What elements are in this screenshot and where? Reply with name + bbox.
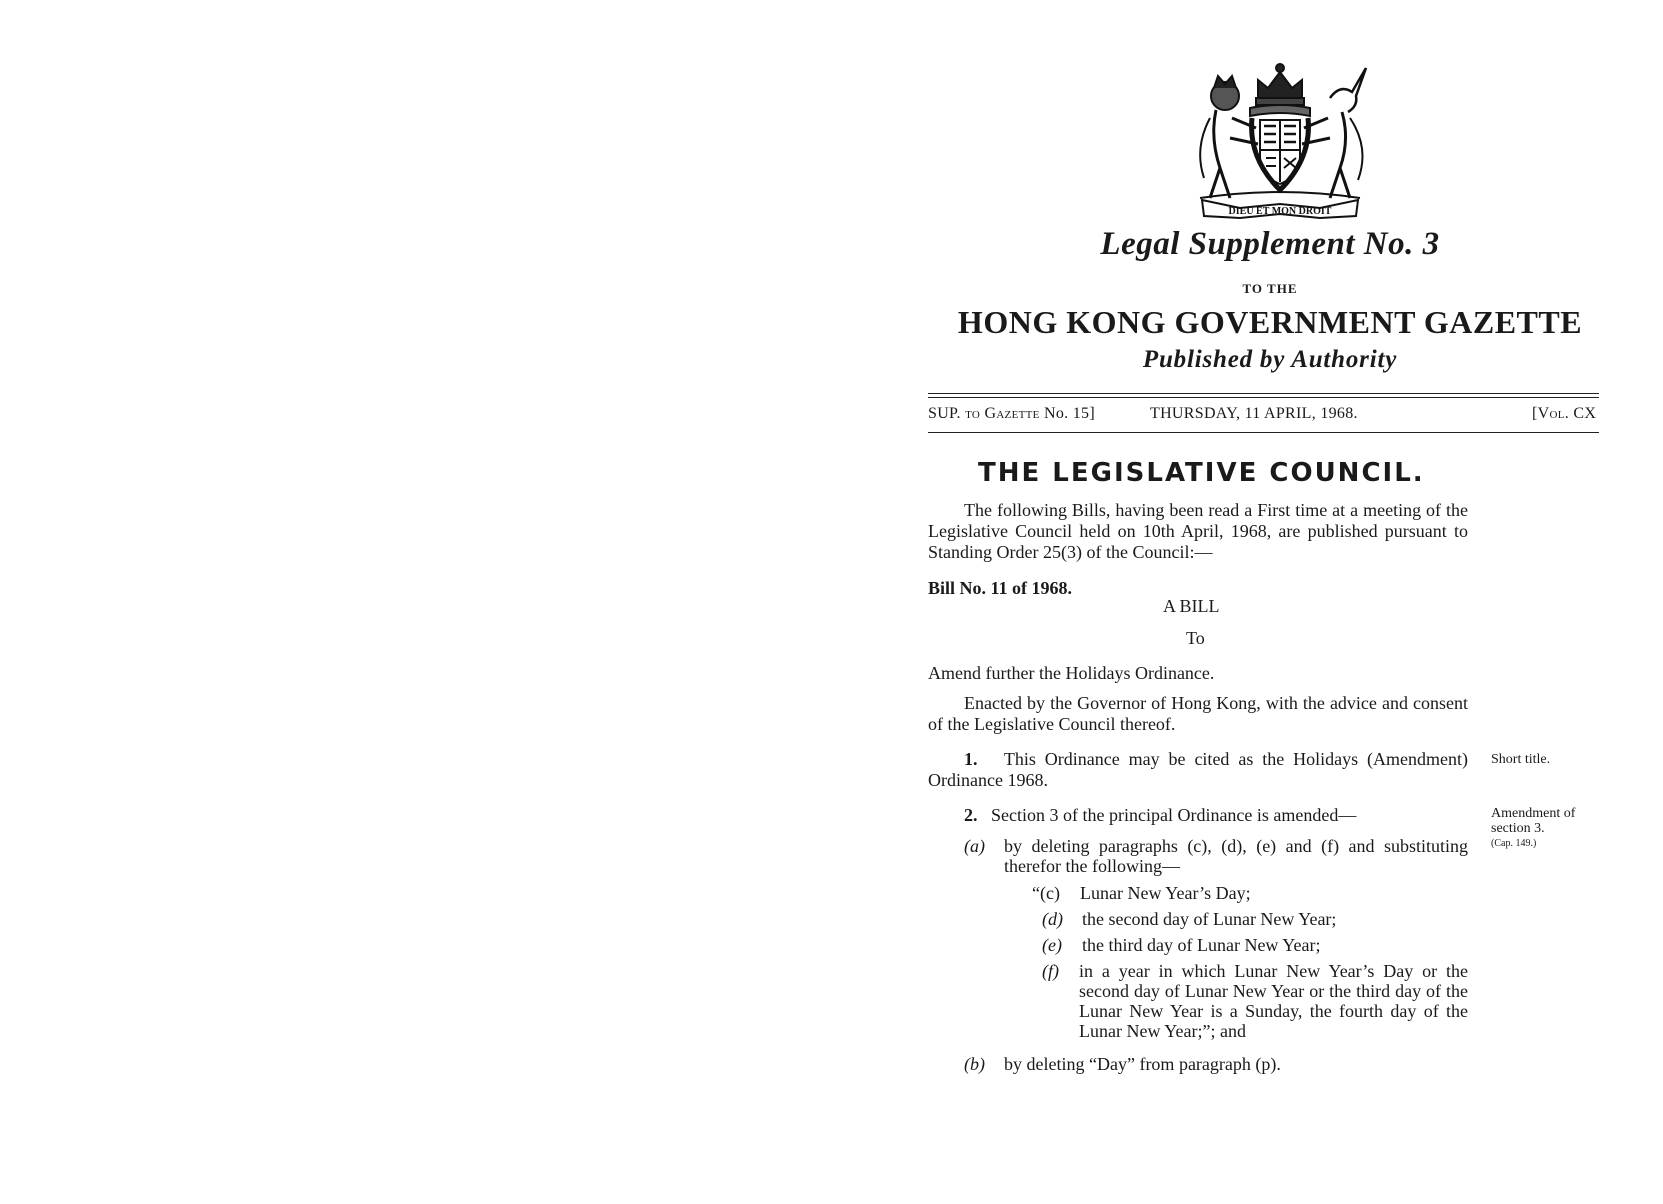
- paragraph-a: [964, 836, 1468, 876]
- volume-reference: [1532, 405, 1596, 423]
- bill-number: Bill No. 11 of 1968.: [928, 578, 1073, 598]
- published-by-authority: Published by Authority: [1142, 346, 1398, 373]
- margin-amendment-line2: section 3.: [1491, 821, 1545, 836]
- sub-c-label: “(c): [1032, 883, 1060, 903]
- header-rule-top: [928, 393, 1599, 394]
- long-title: Amend further the Holidays Ordinance.: [928, 663, 1215, 683]
- sub-paragraph-f: [1042, 961, 1468, 1041]
- margin-amendment-line1: Amendment of: [1491, 806, 1576, 821]
- sub-e-text: the third day of Lunar New Year;: [1082, 935, 1321, 955]
- sub-d-text: the second day of Lunar New Year;: [1082, 909, 1337, 929]
- gazette-number: No. 15]: [1043, 405, 1095, 422]
- volume-number: CX: [1573, 405, 1597, 422]
- sub-d-label: (d): [1042, 909, 1063, 929]
- paragraph-b-text: by deleting “Day” from paragraph (p).: [1004, 1054, 1281, 1074]
- sub-e-label: (e): [1042, 935, 1062, 955]
- sub-paragraph-c: [1032, 883, 1468, 903]
- section-2-number: 2.: [964, 805, 978, 825]
- sub-f-label: (f): [1042, 961, 1059, 981]
- margin-cap-reference: (Cap. 149.): [1491, 838, 1537, 849]
- a-bill-label: A BILL: [1163, 596, 1220, 616]
- to-the-label: TO THE: [1242, 281, 1298, 296]
- section-2: [928, 805, 1468, 826]
- sup-prefix: SUP.: [928, 405, 961, 422]
- paragraph-a-label: (a): [964, 836, 985, 856]
- margin-note-amendment: [1491, 806, 1611, 851]
- to-gazette: to Gazette: [965, 405, 1040, 422]
- to-label: To: [1186, 628, 1205, 648]
- sub-paragraph-e: [1042, 935, 1468, 955]
- paragraph-b-label: (b): [964, 1054, 985, 1074]
- issue-date: THURSDAY, 11 APRIL, 1968.: [1150, 405, 1358, 422]
- section-heading: THE LEGISLATIVE COUNCIL.: [978, 458, 1425, 488]
- royal-coat-of-arms-icon: [1180, 58, 1380, 220]
- intro-paragraph: The following Bills, having been read a First time at a meeting of the Legislative Council held on 10th April, 1968, are published pursuant to Standing Order 25(3) of the Council:—: [928, 500, 1468, 562]
- sub-paragraph-d: [1042, 909, 1468, 929]
- gazette-title: HONG KONG GOVERNMENT GAZETTE: [957, 304, 1583, 340]
- section-2-text: Section 3 of the principal Ordinance is amended—: [991, 805, 1357, 825]
- svg-text:DIEU ET MON DROIT: DIEU ET MON DROIT: [1228, 206, 1332, 217]
- volume-label: Vol.: [1537, 405, 1570, 422]
- paragraph-b: [964, 1054, 1468, 1074]
- sub-f-text: in a year in which Lunar New Year’s Day or the second day of Lunar New Year or the third day of the Lunar New Year is a Sunday, the fourth day of the Lunar New Year;”; and: [1079, 961, 1468, 1041]
- paragraph-a-text: by deleting paragraphs (c), (d), (e) and (f) and substituting therefor the following—: [1004, 836, 1468, 876]
- volume-bracket: [: [1532, 405, 1538, 422]
- section-1-text: This Ordinance may be cited as the Holidays (Amendment) Ordinance 1968.: [928, 749, 1468, 790]
- header-rule-bottom: [928, 432, 1599, 433]
- header-rule-top-thin: [928, 397, 1599, 398]
- section-1: [928, 749, 1468, 791]
- enacting-clause: Enacted by the Governor of Hong Kong, with the advice and consent of the Legislative Council thereof.: [928, 693, 1468, 734]
- section-1-number: 1.: [964, 749, 978, 769]
- supplement-reference: [928, 405, 1095, 423]
- margin-note-short-title: Short title.: [1491, 752, 1551, 767]
- sub-c-text: Lunar New Year’s Day;: [1080, 883, 1251, 903]
- supplement-title: Legal Supplement No. 3: [1100, 226, 1440, 262]
